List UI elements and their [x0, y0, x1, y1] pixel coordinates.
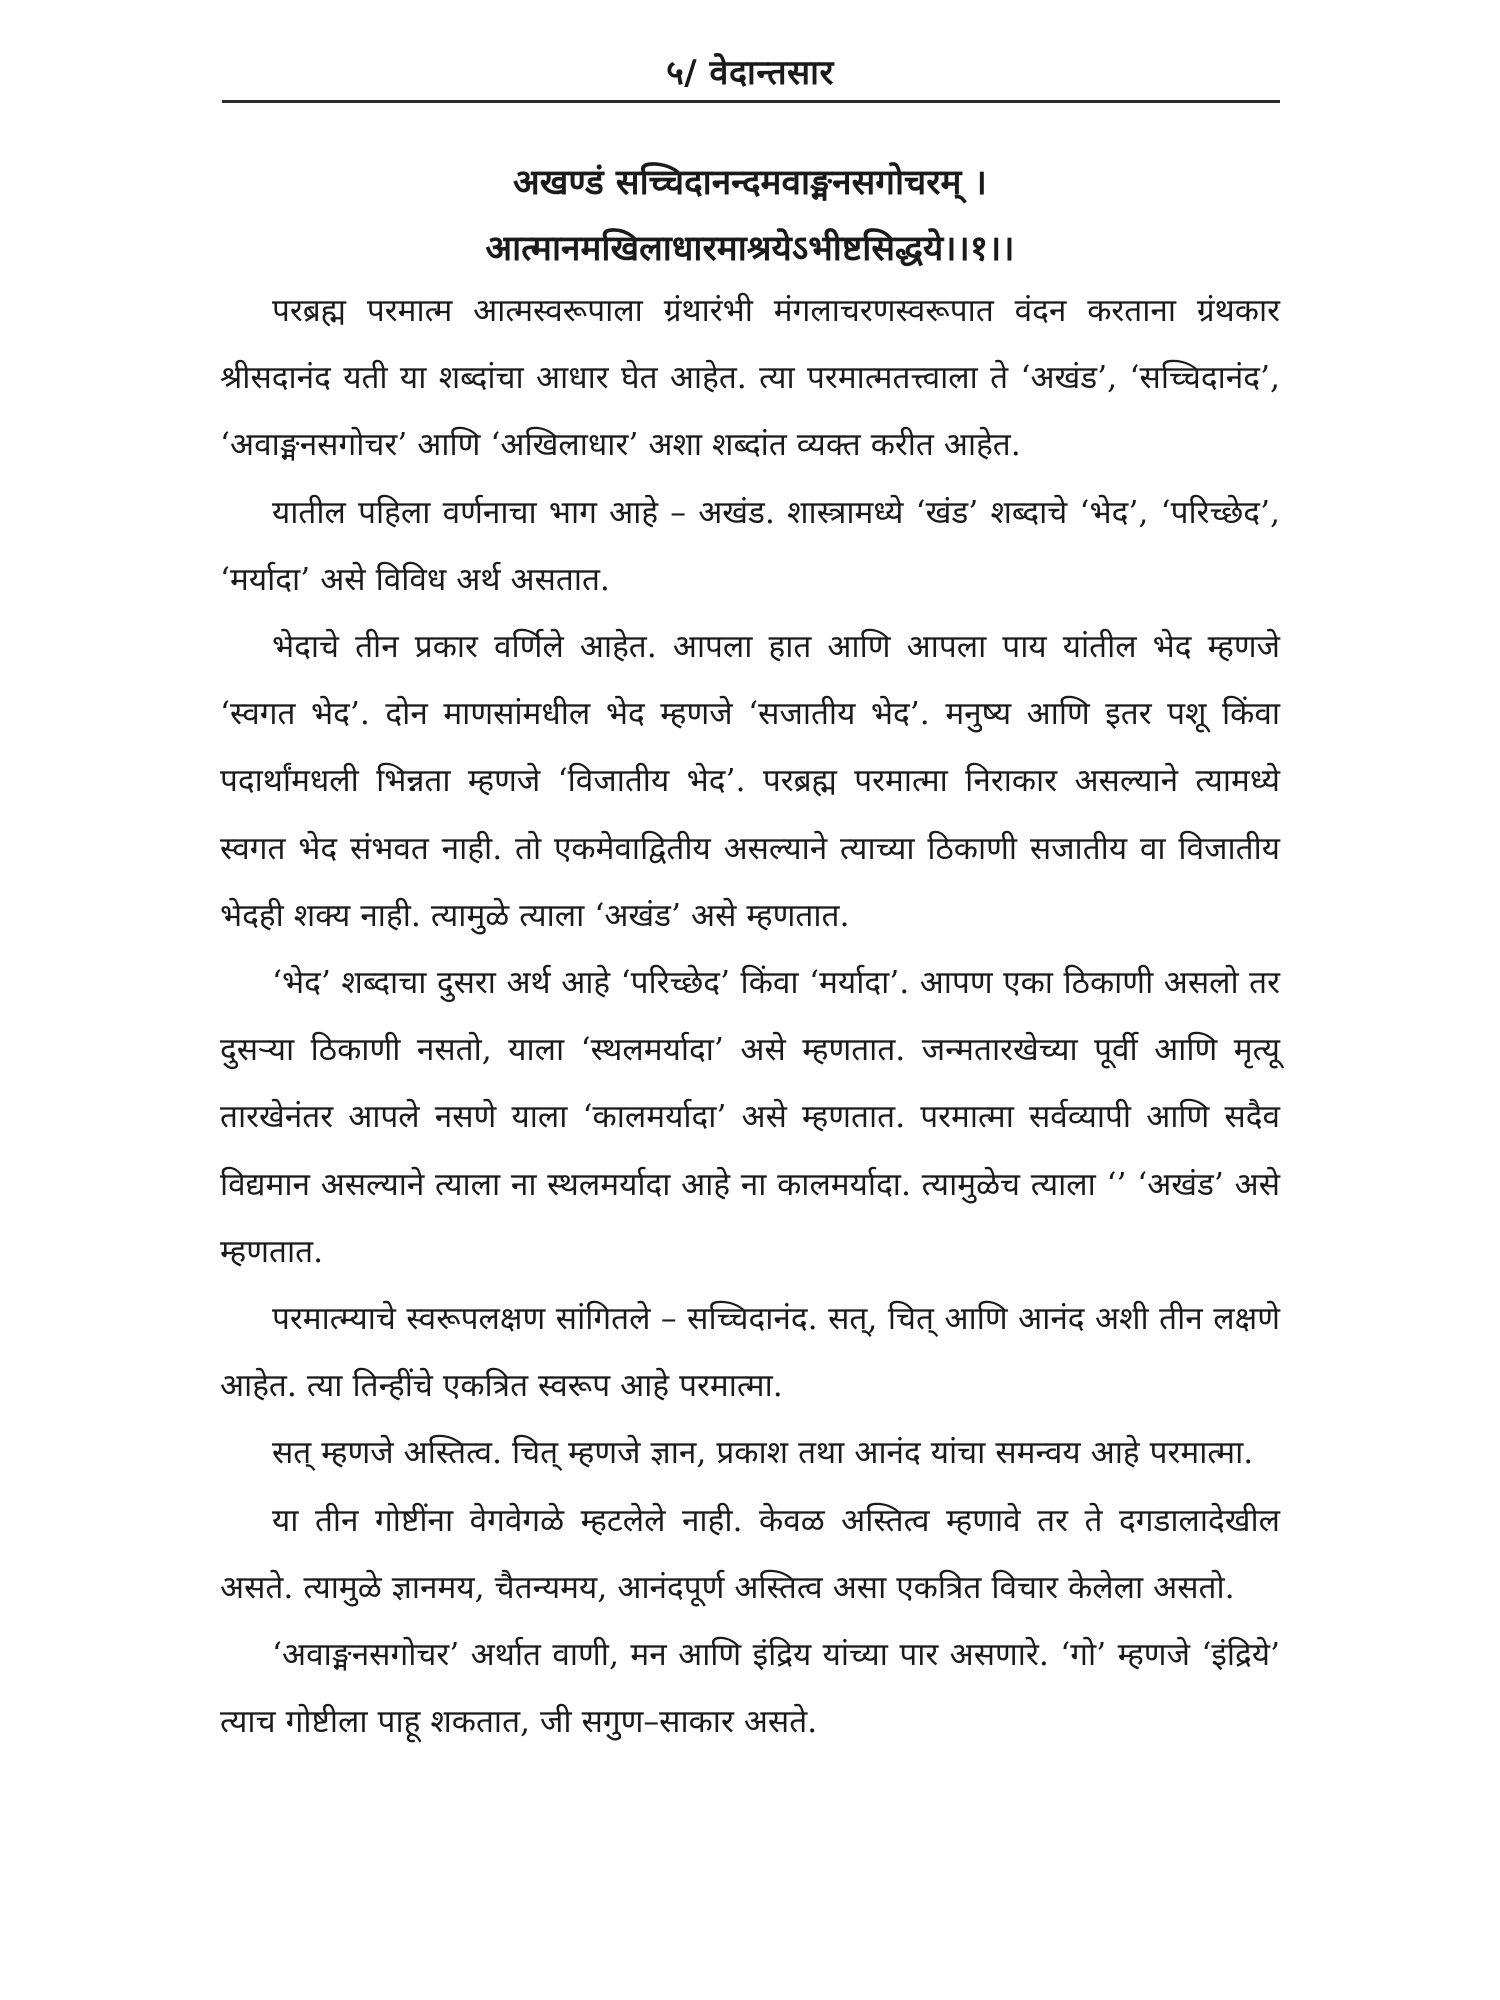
paragraph: भेदाचे तीन प्रकार वर्णिले आहेत. आपला हात आणि आपला पाय यांतील भेद म्हणजे ‘स्वगत भेद’. दोन माणसांमधील भेद म्हणजे ‘सजातीय भेद’. मनुष्य आणि इतर पशू किंवा पदार्थांमधली भिन्नता म्हणजे ‘विजातीय भेद’. परब्रह्म परमात्मा निराकार असल्याने त्यामध्ये स्वगत भेद संभवत नाही. तो एकमेवाद्वितीय असल्याने त्याच्या ठिकाणी सजातीय वा विजातीय भेदही शक्य नाही. त्यामुळे त्याला ‘अखंड’ असे म्हणतात.: [220, 629, 1280, 934]
paragraph: परब्रह्म परमात्म आत्मस्वरूपाला ग्रंथारंभी मंगलाचरणस्वरूपात वंदन करताना ग्रंथकार श्रीसदानंद यती या शब्दांचा आधार घेत आहेत. त्या परमात्मतत्त्वाला ते ‘अखंड’, ‘सच्चिदानंद’, ‘अवाङ्मनसगोचर’ आणि ‘अखिलाधार’ अशा शब्दांत व्यक्त करीत आहेत.: [220, 293, 1280, 464]
paragraph: यातील पहिला वर्णनाचा भाग आहे – अखंड. शास्त्रामध्ये ‘खंड’ शब्दाचे ‘भेद’, ‘परिच्छेद’, ‘मर्यादा’ असे विविध अर्थ असतात.: [220, 494, 1280, 598]
paragraph: परमात्म्याचे स्वरूपलक्षण सांगितले – सच्चिदानंद. सत्, चित् आणि आनंद अशी तीन लक्षणे आहेत. त्या तिन्हींचे एकत्रित स्वरूप आहे परमात्मा.: [220, 1301, 1280, 1405]
running-head: ५/ वेदान्तसार: [666, 53, 834, 93]
header-rule: [222, 100, 1280, 103]
paragraph: सत् म्हणजे अस्तित्व. चित् म्हणजे ज्ञान, प्रकाश तथा आनंद यांचा समन्वय आहे परमात्मा.: [272, 1435, 1254, 1472]
paragraph: ‘भेद’ शब्दाचा दुसरा अर्थ आहे ‘परिच्छेद’ किंवा ‘मर्यादा’. आपण एका ठिकाणी असलो तर दुसऱ्या ठिकाणी नसतो, याला ‘स्थलमर्यादा’ असे म्हणतात. जन्मतारखेच्या पूर्वी आणि मृत्यू तारखेनंतर आपले नसणे याला ‘कालमर्यादा’ असे म्हणतात. परमात्मा सर्वव्यापी आणि सदैव विद्यमान असल्याने त्याला ना स्थलमर्यादा आहे ना कालमर्यादा. त्यामुळेच त्याला ‘’ ‘अखंड’ असे म्हणतात.: [220, 965, 1280, 1270]
verse-line-1: अखण्डं सच्चिदानन्दमवाङ्मनसगोचरम् ।: [513, 162, 987, 203]
body-text: [220, 278, 1280, 1756]
verse-line-2: आत्मानमखिलाधारमाश्रयेऽभीष्टसिद्धये।।१।।: [485, 228, 1015, 269]
paragraph: ‘अवाङ्मनसगोचर’ अर्थात वाणी, मन आणि इंद्रिय यांच्या पार असणारे. ‘गो’ म्हणजे ‘इंद्रिये’ त्याच गोष्टीला पाहू शकतात, जी सगुण–साकार असते.: [220, 1637, 1280, 1741]
paragraph: या तीन गोष्टींना वेगवेगळे म्हटलेले नाही. केवळ अस्तित्व म्हणावे तर ते दगडालादेखील असते. त्यामुळे ज्ञानमय, चैतन्यमय, आनंदपूर्ण अस्तित्व असा एकत्रित विचार केलेला असतो.: [220, 1502, 1280, 1606]
verse-block: [0, 150, 1500, 282]
